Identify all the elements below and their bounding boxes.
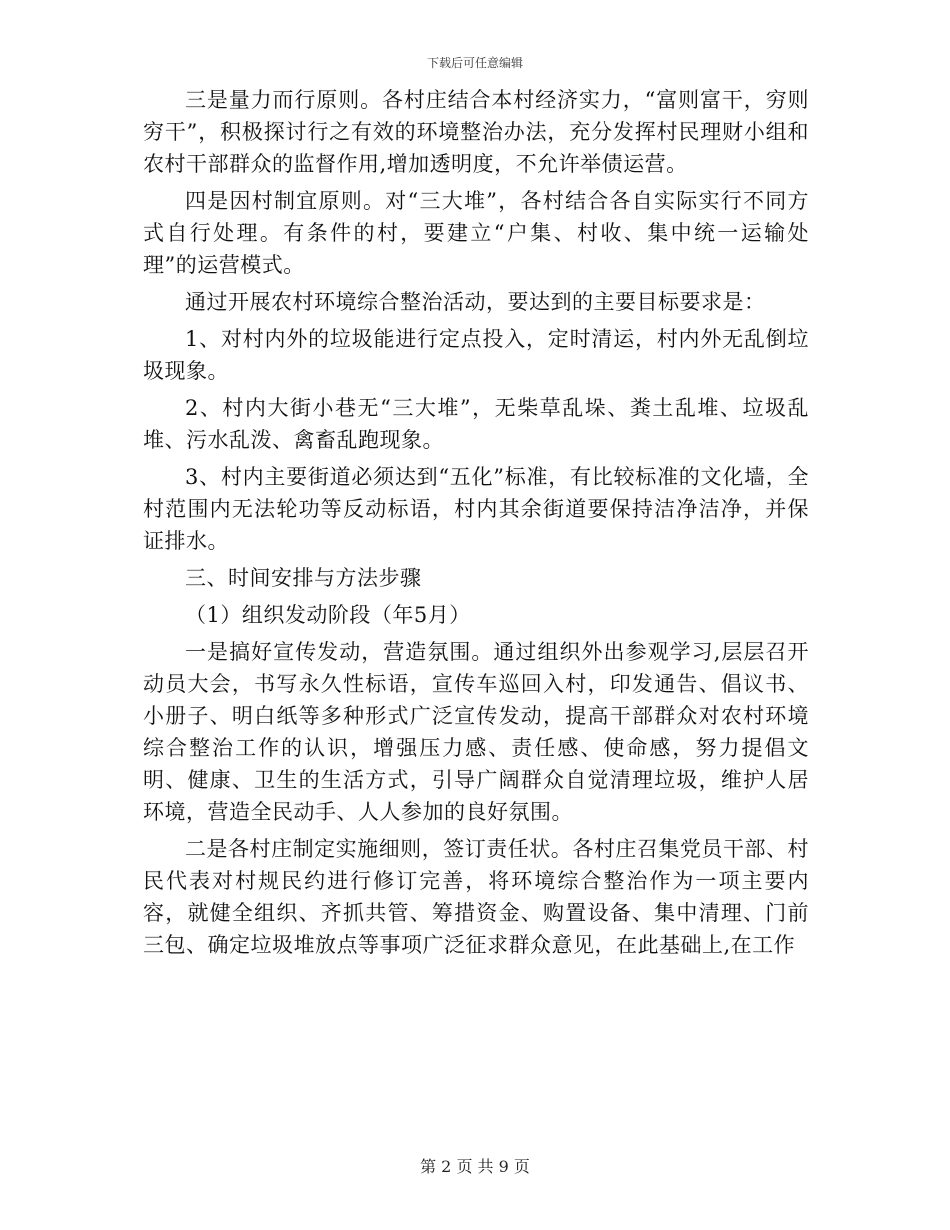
- page-number: 第 2 页 共 9 页: [420, 1157, 530, 1176]
- paragraph: 3、村内主要街道必须达到“五化”标准，有比较标准的文化墙，全村范围内无法轮功等反动标语，村内其余街道要保持洁净洁净，并保证排水。: [143, 465, 809, 553]
- paragraph: 一是搞好宣传发动，营造氛围。通过组织外出参观学习,层层召开动员大会，书写永久性标语，宣传车巡回入村，印发通告、倡议书、小册子、明白纸等多种形式广泛宣传发动，提高干部群众对农村环境综合整治工作的认识，增强压力感、责任感、使命感，努力提倡文明、健康、卫生的生活方式，引导广阔群众自觉清理垃圾，维护人居环境，营造全民动手、人人参加的良好氛围。: [143, 640, 809, 824]
- page-header: 下载后可任意编辑: [426, 56, 523, 70]
- section-heading: 三、时间安排与方法步骤: [185, 566, 422, 590]
- paragraph: 四是因村制宜原则。对“三大堆”，各村结合各自实际实行不同方式自行处理。有条件的村，要建立“户集、村收、集中统一运输处理”的运营模式。: [143, 189, 809, 277]
- paragraph: 2、村内大街小巷无“三大堆”，无柴草乱垛、粪土乱堆、垃圾乱堆、污水乱泼、禽畜乱跑现象。: [143, 396, 809, 452]
- paragraph: 三是量力而行原则。各村庄结合本村经济实力，“富则富干，穷则穷干”，积极探讨行之有效的环境整治办法，充分发挥村民理财小组和农村干部群众的监督作用,增加透明度，不允许举债运营。: [143, 88, 809, 176]
- subsection-heading: （1）组织发动阶段（年5月）: [185, 603, 471, 627]
- document-body: [143, 84, 809, 966]
- paragraph: 二是各村庄制定实施细则，签订责任状。各村庄召集党员干部、村民代表对村规民约进行修订完善，将环境综合整治作为一项主要内容，就健全组织、齐抓共管、筹措资金、购置设备、集中清理、门前三包、确定垃圾堆放点等事项广泛征求群众意见，在此基础上,在工作: [143, 837, 809, 957]
- paragraph: 1、对村内外的垃圾能进行定点投入，定时清运，村内外无乱倒垃圾现象。: [143, 327, 809, 383]
- paragraph: 通过开展农村环境综合整治活动，要达到的主要目标要求是：: [185, 290, 766, 314]
